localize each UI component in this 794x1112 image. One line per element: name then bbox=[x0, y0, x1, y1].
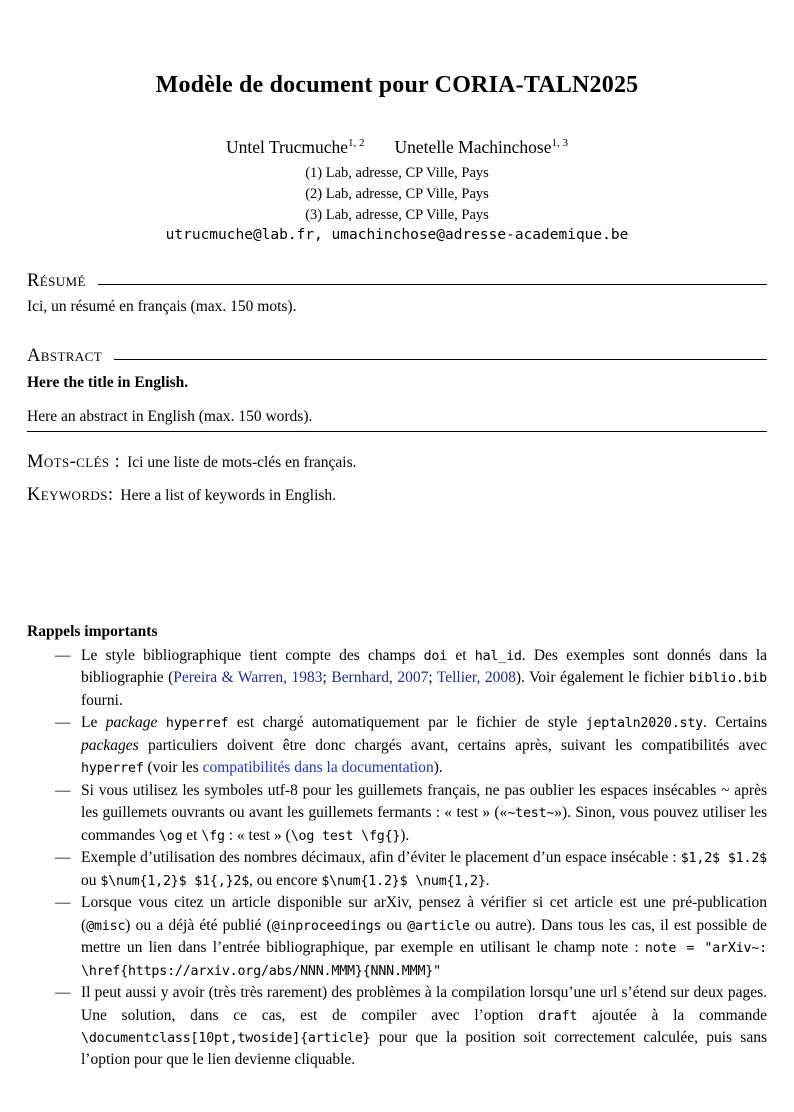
resume-section bbox=[27, 271, 767, 318]
author-1-affiliation-sup: 1, 2 bbox=[348, 137, 365, 150]
italic-text: packages bbox=[81, 736, 139, 754]
list-item-4 bbox=[55, 847, 767, 892]
text-span: et bbox=[447, 647, 475, 664]
code-inline: $1,2$ $1.2$ bbox=[680, 851, 767, 867]
affiliation-1: (1) Lab, adresse, CP Ville, Pays bbox=[305, 165, 489, 181]
text-span: . bbox=[485, 871, 490, 889]
code-inline: \fg bbox=[201, 828, 225, 844]
keywords-line bbox=[27, 485, 767, 507]
code-inline: note = "arXiv~: \href{https://arxiv.org/abs/NNN.MMM}{NNN.MMM}" bbox=[81, 941, 767, 979]
code-inline: \og bbox=[158, 828, 183, 844]
list-marker: — bbox=[55, 894, 71, 912]
code-inline: @misc bbox=[86, 918, 126, 934]
motscles-text: Ici une liste de mots-clés en français. bbox=[127, 454, 357, 471]
list-item-3 bbox=[55, 780, 767, 847]
text-span: ou autre). Dans tous les cas, il est possible de mettre un lien dans l’entrée bibliographique, par exemple en utilisant le champ note : bbox=[81, 916, 767, 957]
abstract-label-row bbox=[27, 346, 767, 367]
text-span: . Des exemples sont donnés dans la bibliographie ( bbox=[81, 647, 767, 687]
text-span: Exemple d’utilisation des nombres décimaux, afin d’éviter le placement d’un espace insécable : bbox=[81, 849, 681, 867]
author-2-affiliation-sup: 1, 3 bbox=[551, 137, 568, 150]
list-item-5-text bbox=[81, 892, 767, 982]
authors-line bbox=[27, 137, 767, 158]
keywords-text: Here a list of keywords in English. bbox=[120, 487, 337, 504]
abstract-label: Abstract bbox=[27, 346, 103, 366]
list-item-5 bbox=[55, 892, 767, 982]
affiliations bbox=[27, 163, 767, 226]
text-span: : « test » ( bbox=[224, 826, 291, 844]
list-item-2-text bbox=[81, 712, 767, 779]
code-inline: \documentclass[10pt,twoside]{article} bbox=[81, 1030, 371, 1046]
text-span: est chargé automatiquement par le fichier de style bbox=[228, 714, 586, 732]
code-inline: @article bbox=[407, 918, 470, 934]
text-span bbox=[157, 714, 165, 731]
list-item-2 bbox=[55, 712, 767, 779]
author-1-name: Untel Trucmuche bbox=[226, 137, 349, 157]
italic-text: package bbox=[105, 714, 158, 732]
text-span: ; bbox=[428, 669, 437, 687]
text-span: ; bbox=[322, 669, 332, 687]
text-span: Le bbox=[81, 714, 106, 732]
abstract-text: Here an abstract in English (max. 150 words). bbox=[27, 406, 767, 432]
abstract-section bbox=[27, 346, 767, 432]
text-span: ). bbox=[433, 759, 443, 777]
text-span: Lorsque vous citez un article disponible sur arXiv, pensez à vérifier si cet article est une pré-publication ( bbox=[81, 894, 767, 934]
resume-text: Ici, un résumé en français (max. 150 mots). bbox=[27, 298, 297, 315]
text-span: Le style bibliographique tient compte des champs bbox=[81, 647, 424, 664]
text-span: . Certains bbox=[703, 714, 768, 732]
code-inline: hyperref bbox=[81, 761, 144, 777]
affiliation-3: (3) Lab, adresse, CP Ville, Pays bbox=[305, 207, 489, 223]
text-span: ou bbox=[381, 916, 408, 934]
horizontal-rule bbox=[114, 359, 767, 360]
text-span: , ou encore bbox=[249, 871, 322, 889]
text-span: fourni. bbox=[81, 691, 123, 709]
paper-title: Modèle de document pour CORIA-TALN2025 bbox=[155, 72, 639, 98]
list-item-1-text bbox=[81, 645, 767, 712]
list-marker: — bbox=[55, 714, 71, 732]
author-1 bbox=[226, 137, 365, 157]
code-inline: doi bbox=[423, 649, 448, 664]
text-span: ) ou a déjà été publié ( bbox=[125, 916, 272, 934]
author-2 bbox=[395, 137, 568, 157]
citation-link[interactable]: Pereira & Warren, 1983 bbox=[173, 669, 323, 687]
text-span: Il peut aussi y avoir (très très rarement) des problèmes à la compilation lorsqu’une url s’étend sur deux pages. Une solution, dans ce cas, est de compiler avec l’option bbox=[81, 984, 767, 1024]
citation-link[interactable]: Bernhard, 2007 bbox=[331, 669, 429, 687]
keywords-label: Keywords: bbox=[27, 485, 114, 505]
text-span: ). Voir également le fichier bbox=[515, 669, 689, 687]
affiliation-2: (2) Lab, adresse, CP Ville, Pays bbox=[305, 186, 489, 202]
text-span: Si vous utilisez les symboles utf-8 pour les guillemets français, ne pas oublier les espaces insécables ~ après les guillemets ouvrants ou avant les guillemets fermants : « test » (« bbox=[81, 781, 767, 822]
code-inline: ~test~ bbox=[507, 806, 555, 822]
list-marker: — bbox=[55, 984, 71, 1002]
code-inline: hyperref bbox=[165, 716, 229, 732]
reminders-list bbox=[27, 645, 767, 1072]
code-inline: biblio.bib bbox=[688, 671, 767, 687]
text-span: particuliers doivent être donc chargés avant, certains après, suivant les compatibilités avec bbox=[138, 736, 767, 754]
list-item-1 bbox=[55, 645, 767, 712]
text-span: (voir les bbox=[143, 759, 203, 777]
list-marker: — bbox=[55, 647, 71, 664]
list-item-3-text bbox=[81, 780, 767, 847]
list-item-6-text bbox=[81, 982, 767, 1072]
motscles-label: Mots-clés : bbox=[27, 452, 121, 472]
list-item-4-text bbox=[81, 847, 767, 892]
text-span: »). Sinon, vous pouvez utiliser les commandes bbox=[81, 804, 767, 844]
reminders-section bbox=[27, 623, 767, 1072]
list-item-6 bbox=[55, 982, 767, 1072]
citation-link[interactable]: Tellier, 2008 bbox=[436, 669, 516, 687]
english-title: Here the title in English. bbox=[27, 374, 189, 391]
code-inline: jeptaln2020.sty bbox=[585, 716, 704, 732]
text-span: ajoutée à la commande bbox=[577, 1006, 767, 1024]
resume-label-row bbox=[27, 271, 767, 292]
list-marker: — bbox=[55, 849, 71, 867]
code-inline: \og test \fg{} bbox=[290, 828, 401, 844]
hyperlink[interactable]: compatibilités dans la documentation bbox=[202, 759, 434, 777]
text-span: ). bbox=[400, 826, 410, 844]
horizontal-rule bbox=[98, 284, 767, 285]
text-span: et bbox=[182, 826, 202, 844]
resume-label: Résumé bbox=[27, 271, 86, 291]
motscles-line bbox=[27, 452, 767, 474]
author-2-name: Unetelle Machinchose bbox=[394, 137, 552, 157]
text-span: ou bbox=[81, 871, 101, 889]
code-inline: $\num{1,2}$ $1{,}2$ bbox=[100, 873, 250, 889]
author-emails: utrucmuche@lab.fr, umachinchose@adresse-academique.be bbox=[165, 227, 629, 243]
reminders-heading: Rappels importants bbox=[27, 623, 158, 640]
code-inline: @inproceedings bbox=[271, 918, 382, 934]
code-inline: draft bbox=[538, 1008, 578, 1024]
list-marker: — bbox=[55, 781, 71, 799]
code-inline: hal_id bbox=[474, 649, 522, 664]
code-inline: $\num{1.2}$ \num{1,2} bbox=[321, 873, 486, 889]
text-span: pour que la position soit correctement calculée, puis sans l’option pour que le lien devienne cliquable. bbox=[81, 1028, 767, 1069]
